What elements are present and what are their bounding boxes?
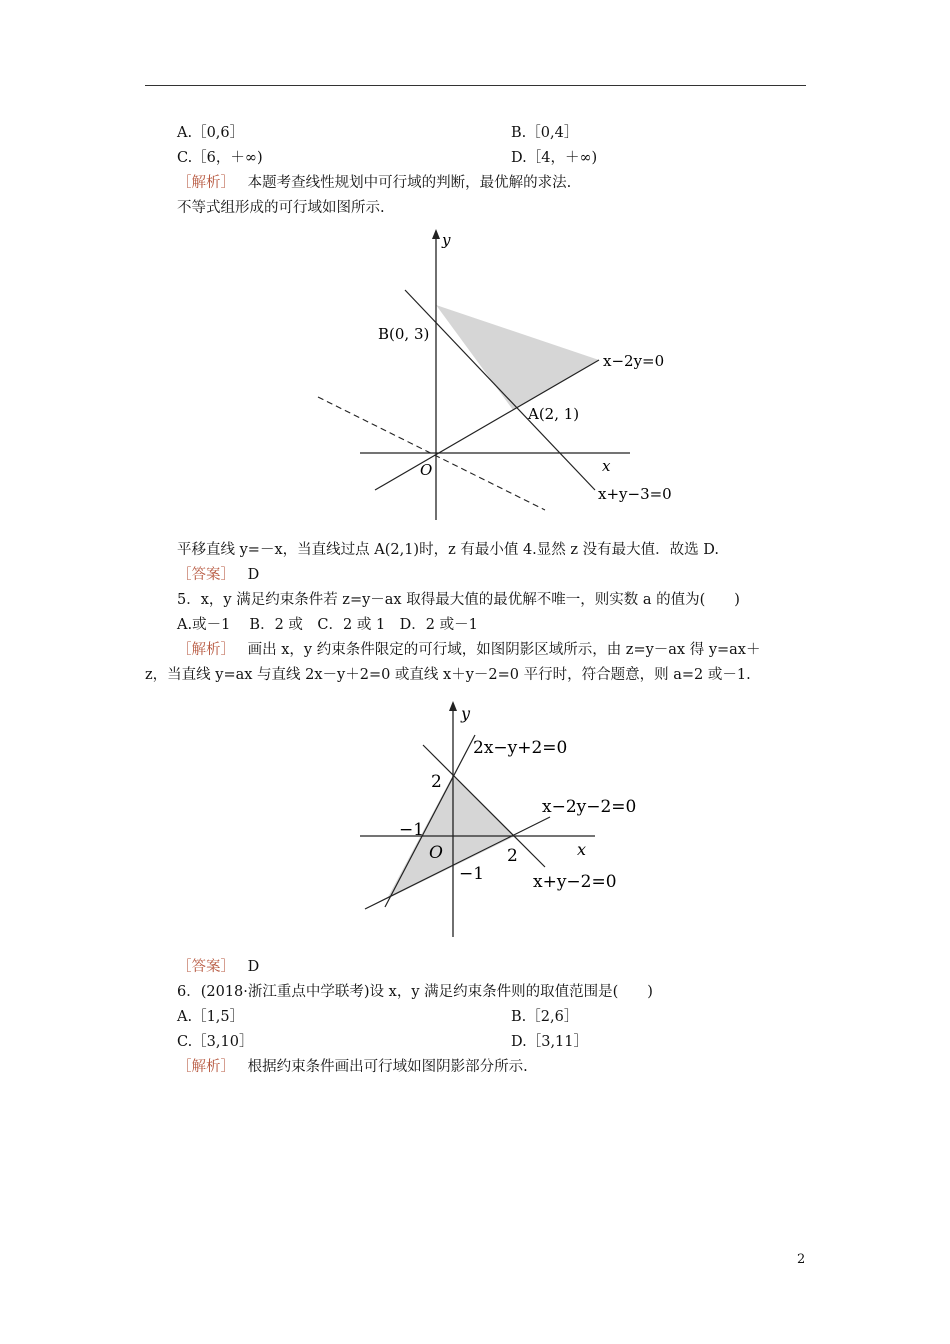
q6-option-d: D.［3,11］: [511, 1034, 589, 1050]
feasible-region-figure-2: [355, 695, 655, 945]
x-axis-label: x: [577, 840, 587, 859]
shaded-region: [436, 305, 599, 410]
analysis-text: 画出 x，y 约束条件限定的可行域，如图阴影区域所示，由 z=y－ax 得 y=ax＋: [247, 642, 761, 658]
q5-analysis: [177, 640, 761, 660]
line-x-minus-2y-label: x−2y=0: [603, 352, 665, 370]
q4-analysis: [177, 173, 571, 193]
line-x-plus-y-minus-2-label: x+y−2=0: [533, 872, 617, 892]
q4-option-b: B.［0,4］: [511, 125, 579, 141]
q6-option-a: A.［1,5］: [177, 1009, 245, 1025]
tick-y-minus-1: −1: [459, 864, 485, 884]
q4-answer: [177, 565, 259, 585]
feasible-region-figure-1: [300, 225, 680, 525]
q6-option-c: C.［3,10］: [177, 1034, 254, 1050]
q6-analysis: [177, 1057, 528, 1077]
x-axis-label: x: [602, 457, 611, 475]
tick-x-2: 2: [507, 846, 518, 866]
q4-option-c: C.［6，＋∞): [177, 150, 263, 166]
point-b-label: B(0, 3): [378, 325, 430, 343]
analysis-tag: ［解析］: [177, 1059, 235, 1075]
origin-label: O: [429, 843, 443, 863]
q4-option-d: D.［4，＋∞): [511, 150, 598, 166]
q5-options: A.或－1 B．2 或 C．2 或 1 D．2 或－1: [177, 617, 478, 633]
origin-label: O: [420, 461, 433, 479]
q5-answer: [177, 957, 259, 977]
q5-analysis-line2: z，当直线 y=ax 与直线 2x－y＋2=0 或直线 x＋y－2=0 平行时，符合题意，则 a=2 或－1.: [145, 667, 751, 683]
header-rule: [145, 85, 806, 86]
q4-option-a: A.［0,6］: [177, 125, 245, 141]
line-x-minus-2y-minus-2-label: x−2y−2=0: [542, 797, 637, 817]
q6-stem: 6．(2018·浙江重点中学联考)设 x，y 满足约束条件则的取值范围是( ): [177, 984, 653, 1000]
y-axis-arrow: [449, 701, 457, 711]
q4-analysis-line2: 不等式组形成的可行域如图所示.: [177, 200, 385, 216]
answer-tag: ［答案］: [177, 959, 235, 975]
analysis-tag: ［解析］: [177, 642, 235, 658]
answer-value: D: [247, 959, 260, 975]
answer-tag: ［答案］: [177, 567, 235, 583]
point-a-label: A(2, 1): [528, 405, 580, 423]
answer-value: D: [247, 567, 260, 583]
line-x-minus-2y: [375, 360, 599, 490]
page-number: 2: [797, 1252, 806, 1267]
q6-option-b: B.［2,6］: [511, 1009, 579, 1025]
q4-conclusion: 平移直线 y=－x，当直线过点 A(2,1)时，z 有最小值 4.显然 z 没有最大值．故选 D.: [177, 542, 719, 558]
analysis-tag: ［解析］: [177, 175, 235, 191]
tick-x-minus-1: −1: [399, 820, 425, 840]
analysis-text: 根据约束条件画出可行域如图阴影部分所示.: [247, 1059, 528, 1075]
y-axis-label: y: [461, 704, 471, 723]
tick-y-2: 2: [431, 772, 442, 792]
y-axis-arrow: [432, 229, 440, 239]
line-x-plus-y-minus-3-label: x+y−3=0: [598, 485, 672, 503]
q5-stem: 5．x，y 满足约束条件若 z=y－ax 取得最大值的最优解不唯一，则实数 a 的值为( ): [177, 592, 740, 608]
y-axis-label: y: [442, 231, 451, 249]
analysis-text: 本题考查线性规划中可行域的判断，最优解的求法.: [247, 175, 572, 191]
line-2x-minus-y-plus-2-label: 2x−y+2=0: [473, 738, 568, 758]
line-x-plus-y-minus-3: [405, 290, 595, 490]
